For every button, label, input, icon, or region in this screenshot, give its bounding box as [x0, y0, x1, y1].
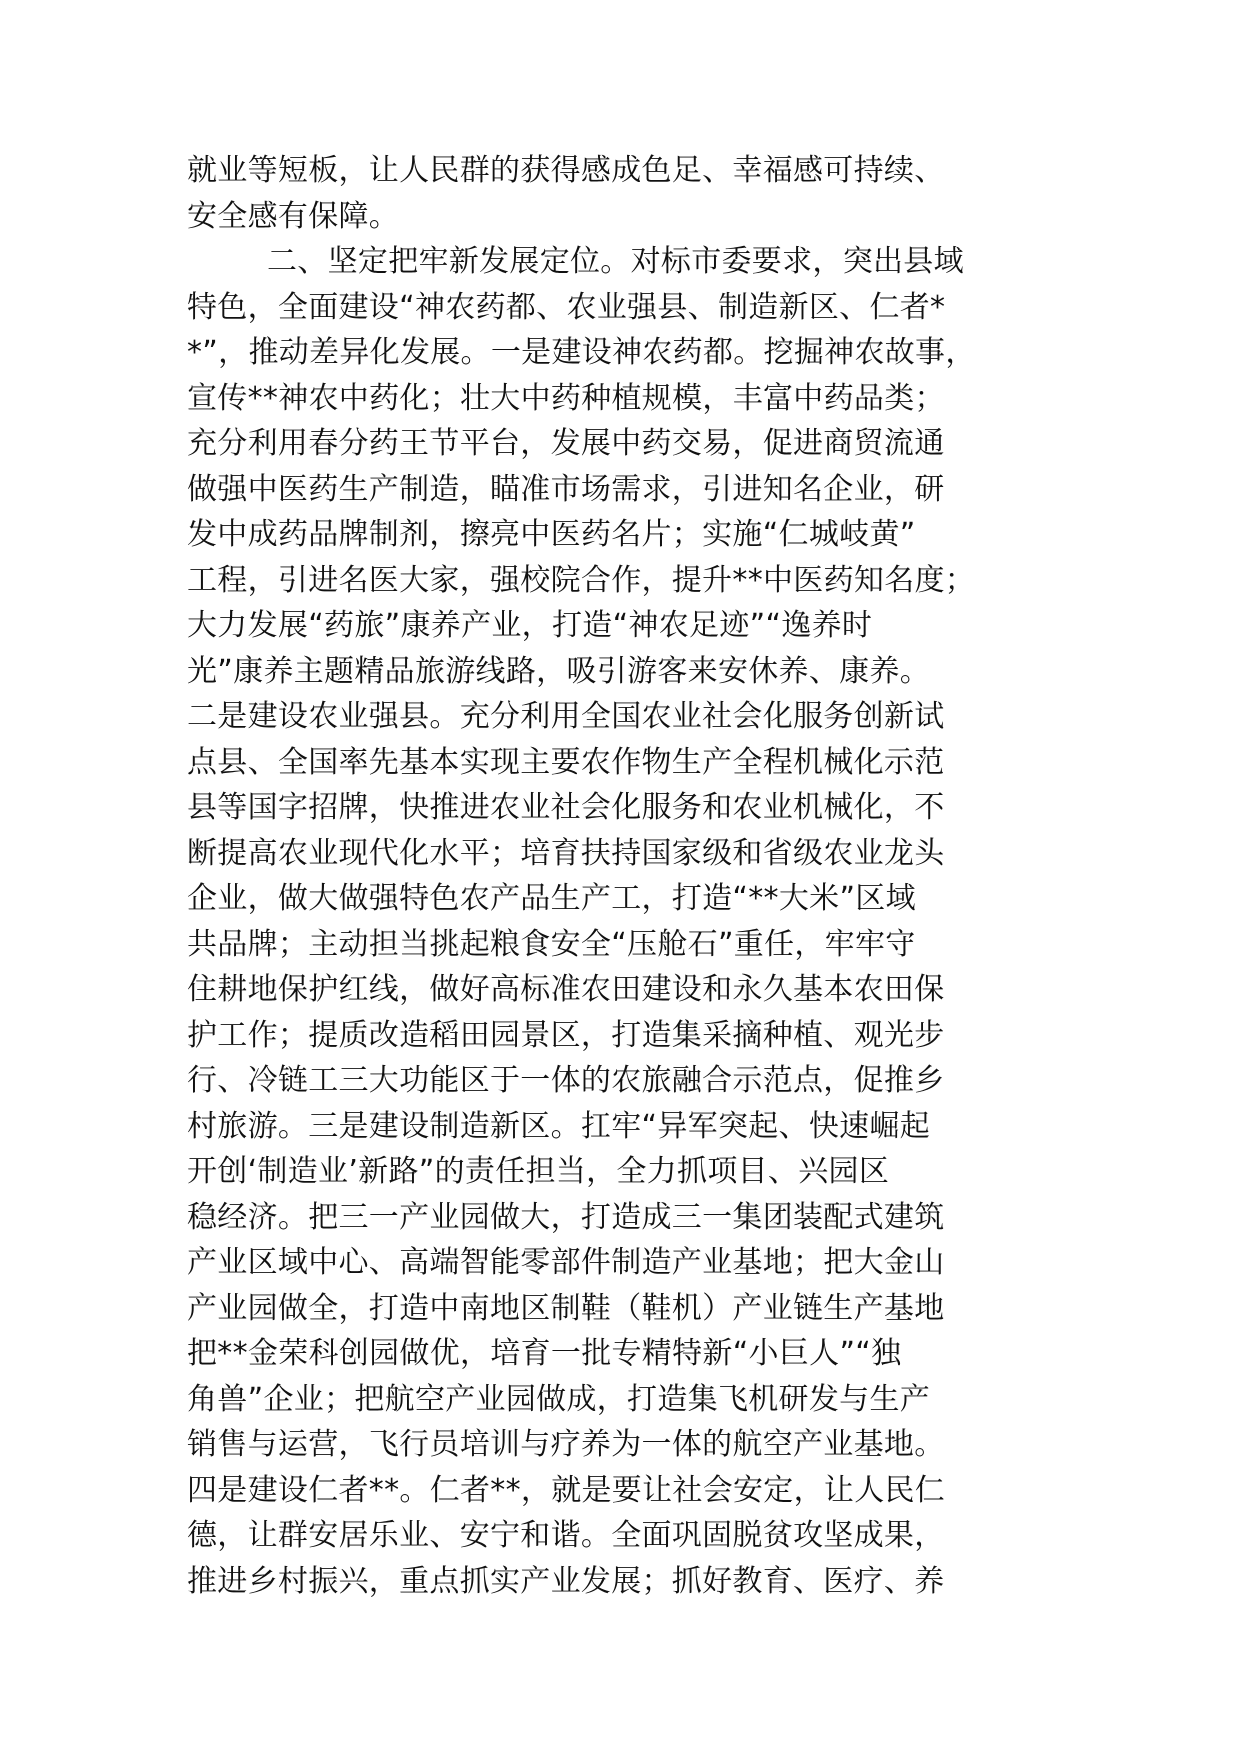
body-text	[187, 148, 1067, 1604]
text-line: 光”康养主题精品旅游线路，吸引游客来安休养、康养。	[187, 653, 931, 689]
text-line: 大力发展“药旅”康养产业，打造“神农足迹”“逸养时	[187, 608, 873, 643]
text-line: 工程，引进名医大家，强校院合作，提升**中医药知名度；	[187, 562, 976, 598]
text-line: 村旅游。三是建设制造新区。扛牢“异军突起、快速崛起	[187, 1108, 931, 1144]
text-line: 稳经济。把三一产业园做大，打造成三一集团装配式建筑	[187, 1199, 945, 1235]
text-line: 就业等短板，让人民群的获得感成色足、幸福感可持续、	[187, 153, 945, 188]
text-line: *”，推动差异化发展。一是建设神农药都。挖掘神农故事，	[187, 335, 976, 370]
text-line: 做强中医药生产制造，瞄准市场需求，引进知名企业，研	[187, 471, 945, 507]
text-line: 企业，做大做强特色农产品生产工，打造“**大米”区域	[187, 881, 916, 916]
text-line: 推进乡村振兴，重点抓实产业发展；抓好教育、医疗、养	[187, 1563, 945, 1599]
text-line: 产业园做全，打造中南地区制鞋（鞋机）产业链生产基地	[187, 1290, 945, 1326]
text-line: 住耕地保护红线，做好高标准农田建设和永久基本农田保	[187, 972, 945, 1007]
text-line: 充分利用春分药王节平台，发展中药交易，促进商贸流通	[187, 426, 945, 461]
text-line: 发中成药品牌制剂，擦亮中医药名片；实施“仁城岐黄”	[187, 517, 916, 552]
text-line: 点县、全国率先基本实现主要农作物生产全程机械化示范	[187, 744, 945, 780]
text-line: 销售与运营，飞行员培训与疗养为一体的航空产业基地。	[187, 1427, 945, 1462]
text-line: 开创‘制造业’新路”的责任担当，全力抓项目、兴园区	[187, 1154, 890, 1189]
text-line: 特色，全面建设“神农药都、农业强县、制造新区、仁者*	[187, 289, 946, 325]
text-line: 产业区域中心、高端智能零部件制造产业基地；把大金山	[187, 1245, 945, 1280]
text-line: 德，让群安居乐业、安宁和谐。全面巩固脱贫攻坚成果，	[187, 1518, 945, 1553]
text-line: 断提高农业现代化水平；培育扶持国家级和省级农业龙头	[187, 835, 945, 871]
text-line: 共品牌；主动担当挑起粮食安全“压舱石”重任，牢牢守	[187, 926, 916, 962]
text-line: 角兽”企业；把航空产业园做成，打造集飞机研发与生产	[187, 1381, 931, 1417]
text-line: 安全感有保障。	[187, 198, 400, 234]
text-line: 二是建设农业强县。充分利用全国农业社会化服务创新试	[187, 699, 945, 734]
text-line: 把**金荣科创园做优，培育一批专精特新“小巨人”“独	[187, 1336, 902, 1371]
text-line: 护工作；提质改造稻田园景区，打造集采摘种植、观光步	[187, 1017, 945, 1053]
text-line: 宣传**神农中药化；壮大中药种植规模，丰富中药品类；	[187, 380, 945, 416]
section-heading-line: 二、坚定把牢新发展定位。对标市委要求，突出县域	[267, 244, 964, 279]
text-line: 行、冷链工三大功能区于一体的农旅融合示范点，促推乡	[187, 1063, 945, 1098]
text-line: 四是建设仁者**。仁者**，就是要让社会安定，让人民仁	[187, 1472, 946, 1508]
text-line: 县等国字招牌，快推进农业社会化服务和农业机械化，不	[187, 790, 945, 825]
